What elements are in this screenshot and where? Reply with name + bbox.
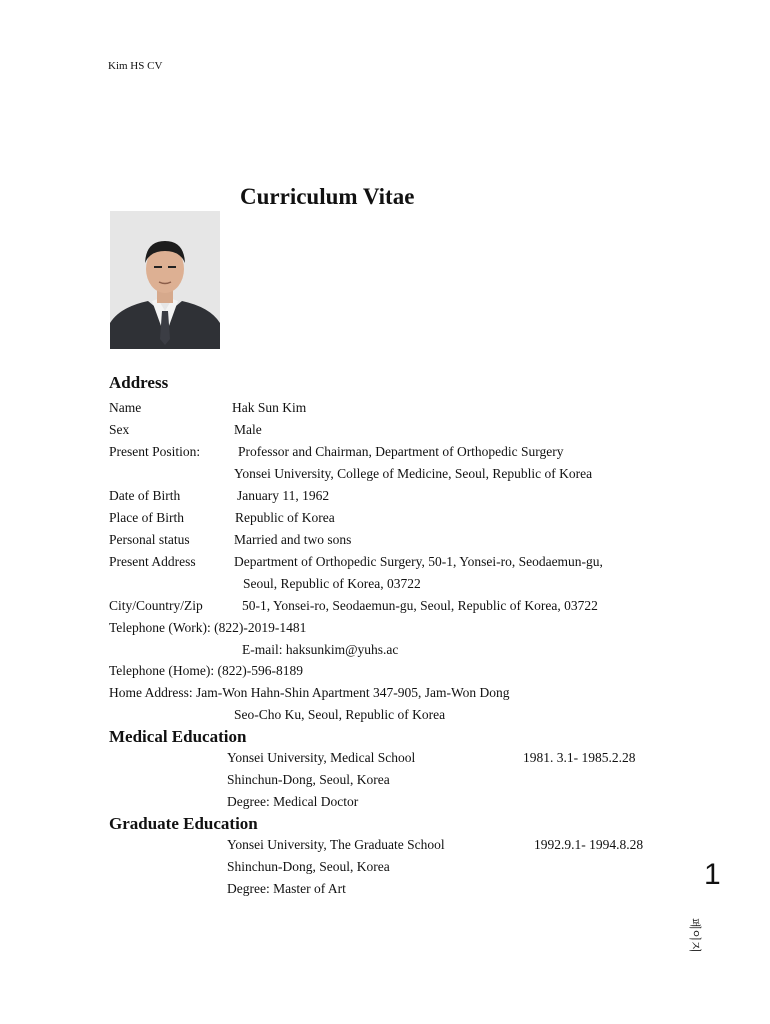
email: E-mail: haksunkim@yuhs.ac [242,642,399,657]
sex-label: Sex [109,422,130,437]
medical-school-location: Shinchun-Dong, Seoul, Korea [227,772,390,787]
sex-value: Male [234,422,262,437]
pob-label: Place of Birth [109,510,184,525]
position-value: Professor and Chairman, Department of Orthopedic Surgery [238,444,564,459]
name-value: Hak Sun Kim [232,400,307,415]
medical-education-heading: Medical Education [109,727,247,746]
dob-label: Date of Birth [109,488,181,503]
page-title: Curriculum Vitae [240,184,415,209]
city-label: City/Country/Zip [109,598,203,613]
position-value-cont: Yonsei University, College of Medicine, Seoul, Republic of Korea [234,466,593,481]
graduate-school-location: Shinchun-Dong, Seoul, Korea [227,859,390,874]
graduate-school-dates: 1992.9.1- 1994.8.28 [534,837,644,852]
graduate-degree: Degree: Master of Art [227,881,346,896]
telephone-work: Telephone (Work): (822)-2019-1481 [109,620,307,635]
home-address-cont: Seo-Cho Ku, Seoul, Republic of Korea [234,707,446,722]
page-number: 1 [704,858,721,891]
present-address-label: Present Address [109,554,196,569]
city-value: 50-1, Yonsei-ro, Seodaemun-gu, Seoul, Republic of Korea, 03722 [242,598,598,613]
medical-school-dates: 1981. 3.1- 1985.2.28 [523,750,636,765]
telephone-home: Telephone (Home): (822)-596-8189 [109,663,303,678]
pob-value: Republic of Korea [235,510,335,525]
present-address-value: Department of Orthopedic Surgery, 50-1, Yonsei-ro, Seodaemun-gu, [234,554,603,569]
present-address-value-cont: Seoul, Republic of Korea, 03722 [243,576,421,591]
medical-degree: Degree: Medical Doctor [227,794,359,809]
page-header: Kim HS CV [108,60,163,72]
graduate-school: Yonsei University, The Graduate School [227,837,445,852]
profile-photo [110,211,220,349]
address-heading: Address [109,373,169,392]
status-label: Personal status [109,532,190,547]
dob-value: January 11, 1962 [237,488,330,503]
medical-school: Yonsei University, Medical School [227,750,416,765]
home-address: Home Address: Jam-Won Hahn-Shin Apartment 347-905, Jam-Won Dong [109,685,510,700]
graduate-education-heading: Graduate Education [109,814,258,833]
page-label: 페이지 [688,918,702,953]
position-label: Present Position: [109,444,201,459]
name-label: Name [109,400,142,415]
status-value: Married and two sons [234,532,352,547]
